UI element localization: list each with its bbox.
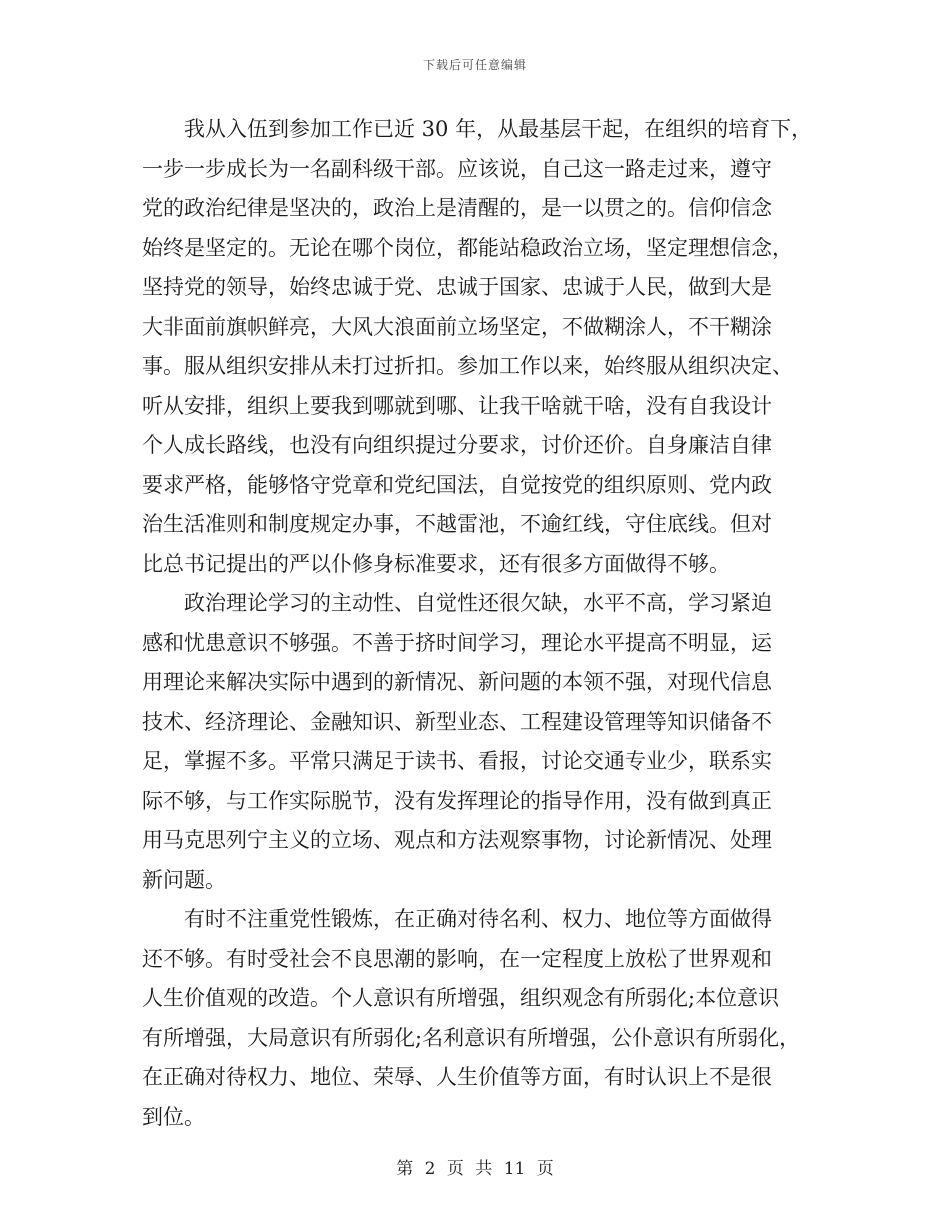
- paragraph-2: [142, 584, 814, 900]
- text-line: 人生价值观的改造。个人意识有所增强，组织观念有所弱化;本位意识: [142, 986, 780, 1010]
- text-line: 要求严格，能够恪守党章和党纪国法，自觉按党的组织原则、党内政: [142, 472, 772, 497]
- text-line: 一步一步成长为一名副科级干部。应该说，自己这一路走过来，遵守: [142, 156, 772, 181]
- text-line: 坚持党的领导，始终忠诚于党、忠诚于国家、忠诚于人民，做到大是: [142, 275, 772, 299]
- text-line: 治生活准则和制度规定办事，不越雷池，不逾红线，守住底线。但对: [142, 512, 772, 536]
- text-line: 还不够。有时受社会不良思潮的影响，在一定程度上放松了世界观和: [142, 946, 772, 971]
- text-line: 我从入伍到参加工作已近 30 年，从最基层干起，在组织的培育下，: [184, 117, 813, 141]
- text-line: 技术、经济理论、金融知识、新型业态、工程建设管理等知识储备不: [142, 709, 772, 734]
- text-line: 比总书记提出的严以仆修身标准要求，还有很多方面做得不够。: [142, 551, 730, 576]
- page-header: 下载后可任意编辑: [422, 58, 527, 72]
- text-line: 有时不注重党性锻炼，在正确对待名利、权力、地位等方面做得: [184, 907, 772, 931]
- text-line: 在正确对待权力、地位、荣辱、人生价值等方面，有时认识上不是很: [142, 1065, 772, 1089]
- paragraph-3: [142, 900, 814, 1137]
- text-line: 事。服从组织安排从未打过折扣。参加工作以来，始终服从组织决定、: [142, 354, 793, 378]
- text-line: 感和忧患意识不够强。不善于挤时间学习，理论水平提高不明显，运: [142, 630, 772, 655]
- text-line: 党的政治纪律是坚决的，政治上是清醒的，是一以贯之的。信仰信念: [142, 196, 772, 220]
- text-line: 听从安排，组织上要我到哪就到哪、让我干啥就干啥，没有自我设计: [142, 393, 772, 418]
- page-footer: 第 2 页 共 11 页: [396, 1159, 554, 1179]
- text-line: 用理论来解决实际中遇到的新情况、新问题的本领不强，对现代信息: [142, 670, 772, 694]
- text-line: 际不够，与工作实际脱节，没有发挥理论的指导作用，没有做到真正: [142, 788, 772, 813]
- text-line: 到位。: [142, 1104, 205, 1129]
- text-line: 始终是坚定的。无论在哪个岗位，都能站稳政治立场，坚定理想信念，: [142, 235, 793, 260]
- document-body: [142, 110, 814, 1137]
- text-line: 大非面前旗帜鲜亮，大风大浪面前立场坚定，不做糊涂人，不干糊涂: [142, 314, 772, 339]
- text-line: 个人成长路线，也没有向组织提过分要求，讨价还价。自身廉洁自律: [142, 433, 772, 457]
- text-line: 足，掌握不多。平常只满足于读书、看报，讨论交通专业少，联系实: [142, 749, 772, 773]
- text-line: 有所增强，大局意识有所弱化;名利意识有所增强，公仆意识有所弱化，: [142, 1025, 801, 1050]
- text-line: 新问题。: [142, 867, 226, 892]
- text-line: 用马克思列宁主义的立场、观点和方法观察事物，讨论新情况、处理: [142, 828, 772, 852]
- text-line: 政治理论学习的主动性、自觉性还很欠缺，水平不高，学习紧迫: [184, 591, 772, 615]
- paragraph-1: [142, 110, 814, 584]
